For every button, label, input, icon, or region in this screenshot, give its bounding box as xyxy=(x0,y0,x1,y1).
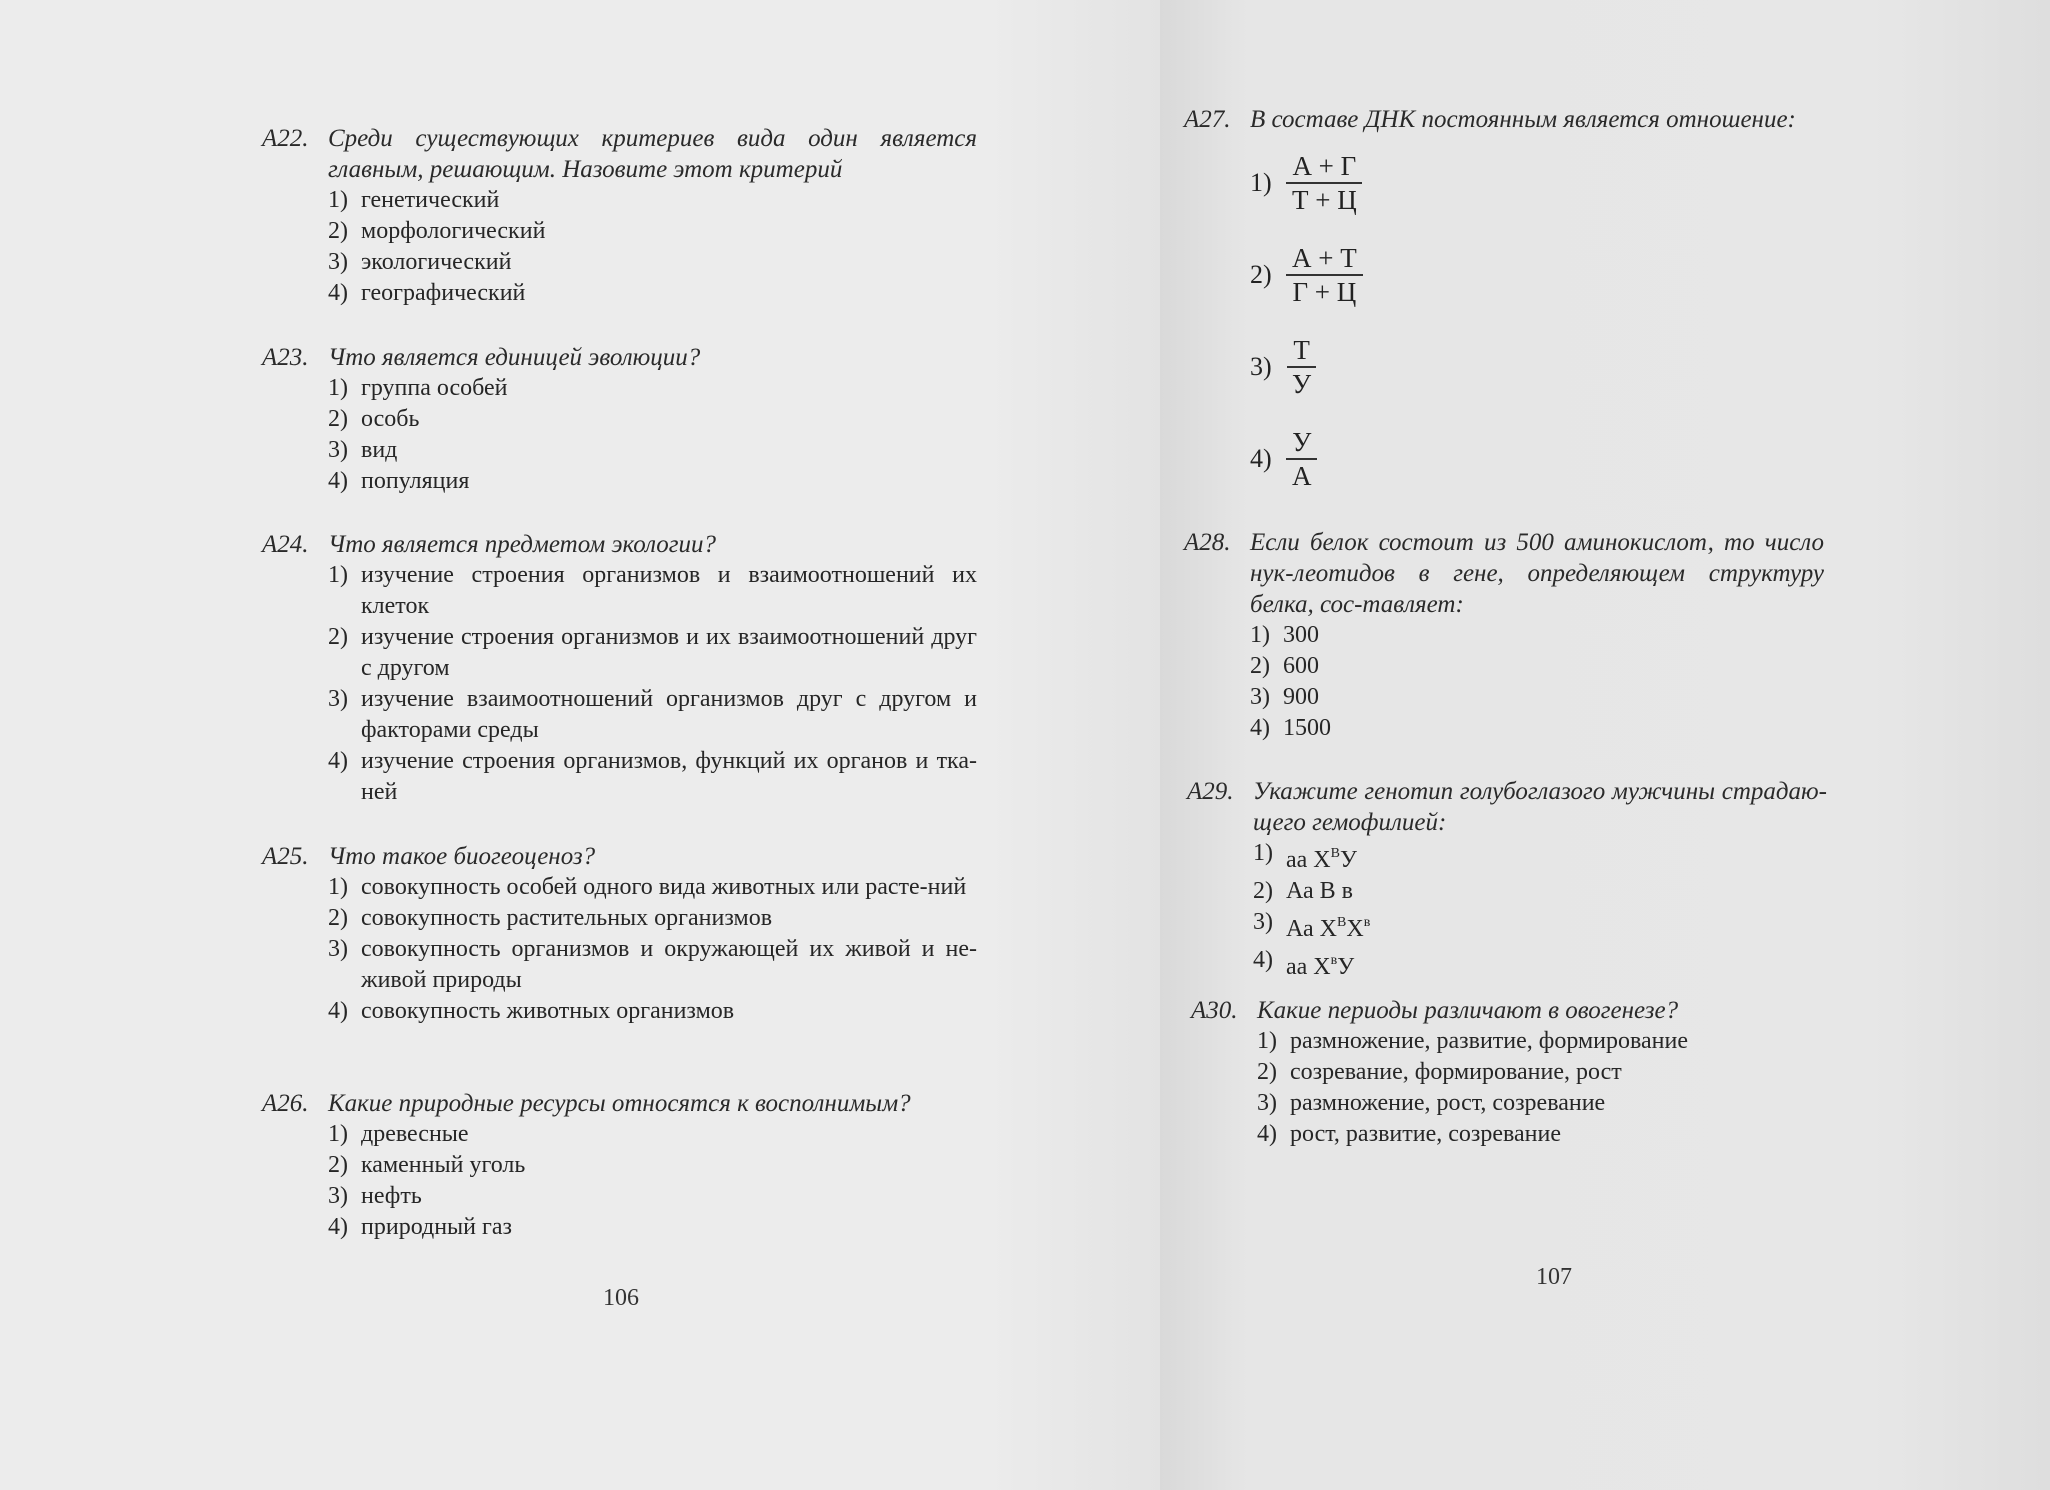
question-number: A25. xyxy=(262,843,309,870)
answer-option: 1) совокупность особей одного вида животных или расте-ний xyxy=(328,874,967,900)
question-a26 xyxy=(262,1088,977,1243)
answer-option: 1) 300 xyxy=(1250,622,1319,648)
answer-option: 4) географический xyxy=(328,280,526,306)
answer-option: 1) $\frac{А + Г}{Т + Ц}$ xyxy=(1250,137,1824,229)
question-text: Что является предметом экологии? xyxy=(328,531,717,558)
question-a25 xyxy=(262,841,977,1027)
answer-option: 2) морфологический xyxy=(328,218,546,244)
answer-option: 3) вид xyxy=(328,437,398,463)
answer-option: 2) 600 xyxy=(1250,653,1319,679)
fraction: $\frac{Т}{У}$ xyxy=(1286,334,1317,400)
fraction: $\frac{А + Г}{Т + Ц}$ xyxy=(1286,150,1363,216)
answer-option: 2) совокупность растительных организмов xyxy=(328,905,773,931)
page-number: 106 xyxy=(603,1285,639,1311)
answer-option: 4) аа $X^вУ$ xyxy=(1253,947,1355,980)
answer-option: 4) 1500 xyxy=(1250,715,1331,741)
answer-option: 3) Аа $X^ВX^в$ xyxy=(1253,909,1371,942)
answer-option: 4) изучение строения организмов, функций их органов и тка-ней xyxy=(328,748,977,805)
question-number: A28. xyxy=(1184,529,1231,556)
answer-option: 1) изучение строения организмов и взаимоотношений их клеток xyxy=(328,562,977,619)
answer-option: 1) размножение, развитие, формирование xyxy=(1257,1028,1689,1054)
answer-options xyxy=(328,185,977,309)
answer-option: 3) нефть xyxy=(328,1183,422,1209)
question-a29 xyxy=(1187,776,1827,983)
question-number: A22. xyxy=(262,125,309,152)
question-number: A24. xyxy=(262,531,309,558)
question-a30 xyxy=(1191,995,1831,1150)
question-a22 xyxy=(262,123,977,309)
answer-option: 2) Аа В в xyxy=(1253,878,1354,904)
question-text: Укажите генотип голубоглазого мужчины страдаю-щего гемофилией: xyxy=(1253,778,1827,836)
answer-option: 2) $\frac{А + Т}{Г + Ц}$ xyxy=(1250,229,1824,321)
question-number: A26. xyxy=(262,1090,309,1117)
answer-option: 4) совокупность животных организмов xyxy=(328,998,735,1024)
answer-options xyxy=(1253,838,1827,983)
answer-options xyxy=(328,373,977,497)
answer-option: 3) изучение взаимоотношений организмов друг с другом и факторами среды xyxy=(328,686,977,743)
answer-option: 3) 900 xyxy=(1250,684,1319,710)
answer-option: 1) группа особей xyxy=(328,375,508,401)
answer-options xyxy=(1257,1026,1831,1150)
question-text: Какие периоды различают в овогенезе? xyxy=(1257,997,1679,1024)
question-text: Какие природные ресурсы относятся к восполнимым? xyxy=(328,1090,911,1117)
fraction: $\frac{А + Т}{Г + Ц}$ xyxy=(1286,242,1363,308)
question-text: Что такое биогеоценоз? xyxy=(328,843,596,870)
question-text: Среди существующих критериев вида один является главным, решающим. Назовите этот критерий xyxy=(328,125,977,183)
answer-option: 3) $\frac{Т}{У}$ xyxy=(1250,321,1824,413)
question-a28 xyxy=(1184,527,1824,744)
answer-option: 2) особь xyxy=(328,406,420,432)
answer-options xyxy=(328,560,977,808)
question-text: В составе ДНК постоянным является отношение: xyxy=(1250,106,1796,133)
answer-option: 2) изучение строения организмов и их взаимоотношений друг с другом xyxy=(328,624,977,681)
fraction: $\frac{У}{А}$ xyxy=(1286,426,1318,492)
answer-option: 3) размножение, рост, созревание xyxy=(1257,1090,1606,1116)
answer-option: 2) каменный уголь xyxy=(328,1152,526,1178)
answer-option: 1) древесные xyxy=(328,1121,469,1147)
question-number: A27. xyxy=(1184,106,1231,133)
question-number: A30. xyxy=(1191,997,1238,1024)
answer-options xyxy=(1250,137,1824,505)
answer-option: 4) популяция xyxy=(328,468,470,494)
answer-option: 1) генетический xyxy=(328,187,500,213)
answer-option: 4) рост, развитие, созревание xyxy=(1257,1121,1562,1147)
answer-option: 4) $\frac{У}{А}$ xyxy=(1250,413,1824,505)
page-number: 107 xyxy=(1536,1264,1572,1290)
answer-options xyxy=(1250,620,1824,744)
question-number: A23. xyxy=(262,344,309,371)
answer-option: 1) аа $X^ВУ$ xyxy=(1253,840,1357,873)
answer-option: 2) созревание, формирование, рост xyxy=(1257,1059,1622,1085)
question-a27 xyxy=(1184,104,1824,505)
question-a23 xyxy=(262,342,977,497)
answer-option: 3) совокупность организмов и окружающей их живой и не-живой природы xyxy=(328,936,977,993)
answer-option: 3) экологический xyxy=(328,249,512,275)
answer-options xyxy=(328,872,977,1027)
answer-options xyxy=(328,1119,977,1243)
question-a24 xyxy=(262,529,977,808)
question-text: Если белок состоит из 500 аминокислот, то число нук-леотидов в гене, определяющем структуру белка, сос-тавляет: xyxy=(1250,529,1824,618)
question-number: A29. xyxy=(1187,778,1234,805)
answer-option: 4) природный газ xyxy=(328,1214,512,1240)
question-text: Что является единицей эволюции? xyxy=(328,344,701,371)
right-page xyxy=(1160,0,2050,1490)
